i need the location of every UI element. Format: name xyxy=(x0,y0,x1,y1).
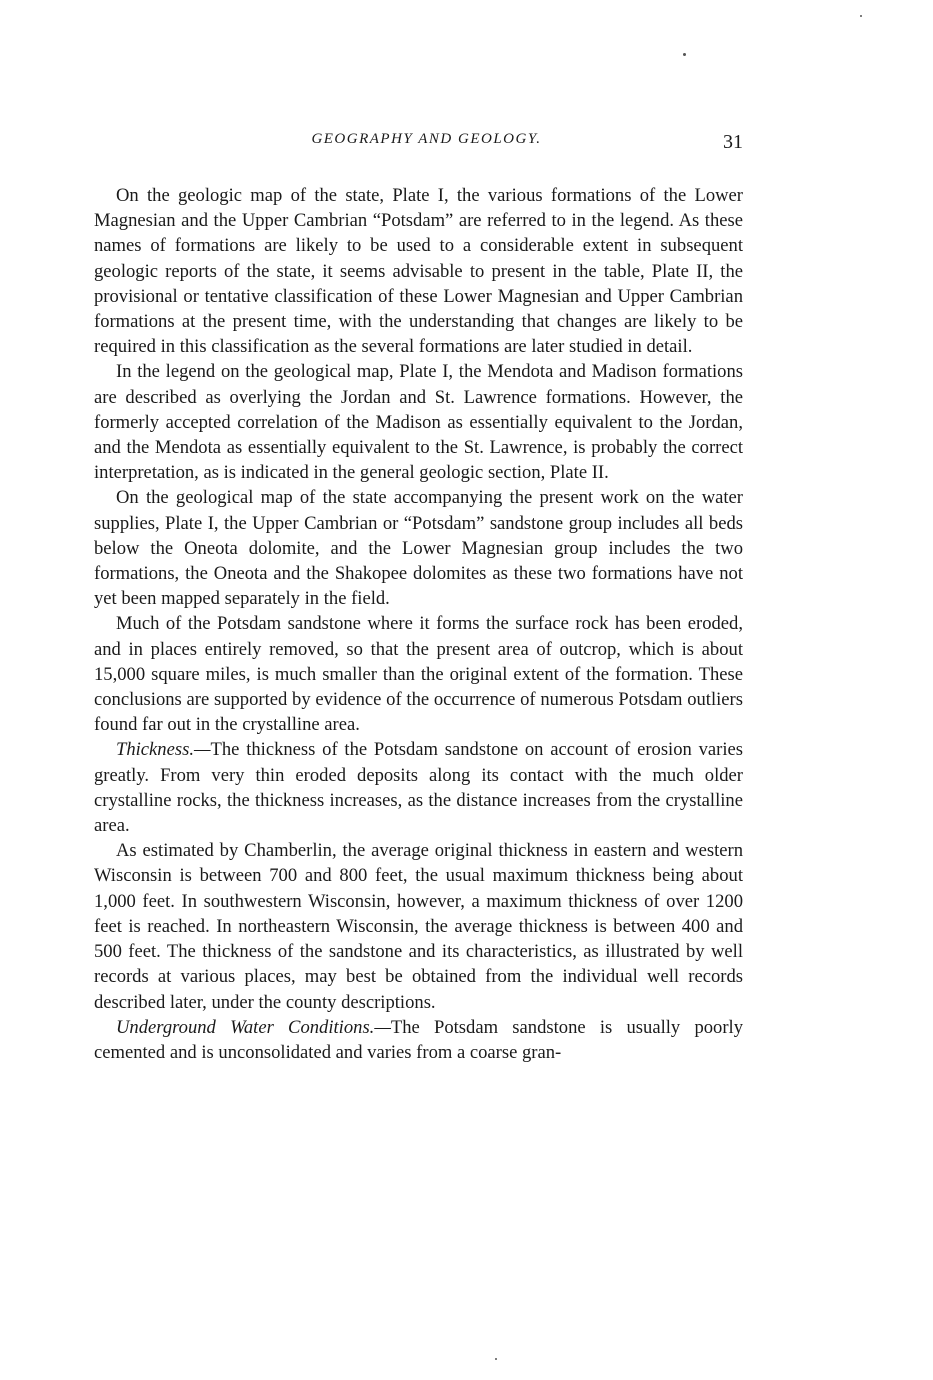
paragraph-underground-water xyxy=(94,1015,743,1065)
paragraph-text: On the geological map of the state accompanying the present work on the water supplies, Plate I, the Upper Cambrian or “Potsdam” sandstone group includes all beds below the Oneota dolomite, and the Lower Magnesian group includes the two formations, the Oneota and the Shakopee dolomites as these two formations have not yet been mapped separately in the field. xyxy=(94,487,743,610)
paragraph-text: The Potsdam sandstone is usually poorly cemented and is unconsolidated and varies from a coarse gran- xyxy=(94,1016,743,1063)
paragraph-map-groups xyxy=(94,485,743,611)
paragraph-text: On the geologic map of the state, Plate I, the various formations of the Lower Magnesian and the Upper Cambrian “Potsdam” are referred to in the legend. As these names of formations are likely to be used to a considerable extent in subsequent geologic reports of the state, it seems advisable to present in the table, Plate II, the provisional or tentative classification of these Lower Magnesian and Upper Cambrian formations at the present time, with the understanding that changes are likely to be required in this classification as the several formations are later studied in detail. xyxy=(94,185,743,358)
paper-speck xyxy=(683,53,686,56)
running-head: GEOGRAPHY AND GEOLOGY. xyxy=(311,131,542,147)
paper-speck xyxy=(495,1358,497,1360)
paragraph-text: Much of the Potsdam sandstone where it forms the surface rock has been eroded, and in places entirely removed, so that the present area of outcrop, which is about 15,000 square miles, is much smaller than the original extent of the formation. These conclusions are supported by evidence of the occurrence of numerous Potsdam outliers found far out in the crystalline area. xyxy=(94,613,743,736)
paragraph-legend-correlation xyxy=(94,359,743,485)
paragraph-chamberlin-estimate xyxy=(94,838,743,1014)
page-header xyxy=(110,131,743,157)
run-in-heading-thickness: Thickness.— xyxy=(116,739,211,761)
paragraph-text: As estimated by Chamberlin, the average original thickness in eastern and western Wisconsin is between 700 and 800 feet, the usual maximum thickness being about 1,000 feet. In southwestern Wisconsin, however, a maximum thickness of over 1200 feet is reached. In northeastern Wisconsin, the average thickness is between 400 and 500 feet. The thickness of the sandstone and its characteristics, as illustrated by well records at various places, may best be obtained from the individual well records described later, under the county descriptions. xyxy=(94,840,743,1013)
page-number: 31 xyxy=(723,131,743,153)
paragraph-text: The thickness of the Potsdam sandstone on account of erosion varies greatly. From very thin eroded deposits along its contact with the much older crystalline rocks, the thickness increases, as the distance increases from the crystalline area. xyxy=(94,739,743,837)
paragraph-formation-names xyxy=(94,183,743,359)
paragraph-text: In the legend on the geological map, Plate I, the Mendota and Madison formations are described as overlying the Jordan and St. Lawrence formations. However, the formerly accepted correlation of the Madison as essentially equivalent to the Jordan, and the Mendota as essentially equivalent to the St. Lawrence, is probably the correct interpretation, as is indicated in the general geologic section, Plate II. xyxy=(94,361,743,484)
body-text xyxy=(94,183,743,1065)
paragraph-thickness xyxy=(94,737,743,838)
run-in-heading-underground-water: Underground Water Conditions.— xyxy=(116,1016,391,1038)
paragraph-erosion xyxy=(94,611,743,737)
paper-speck xyxy=(860,15,862,17)
